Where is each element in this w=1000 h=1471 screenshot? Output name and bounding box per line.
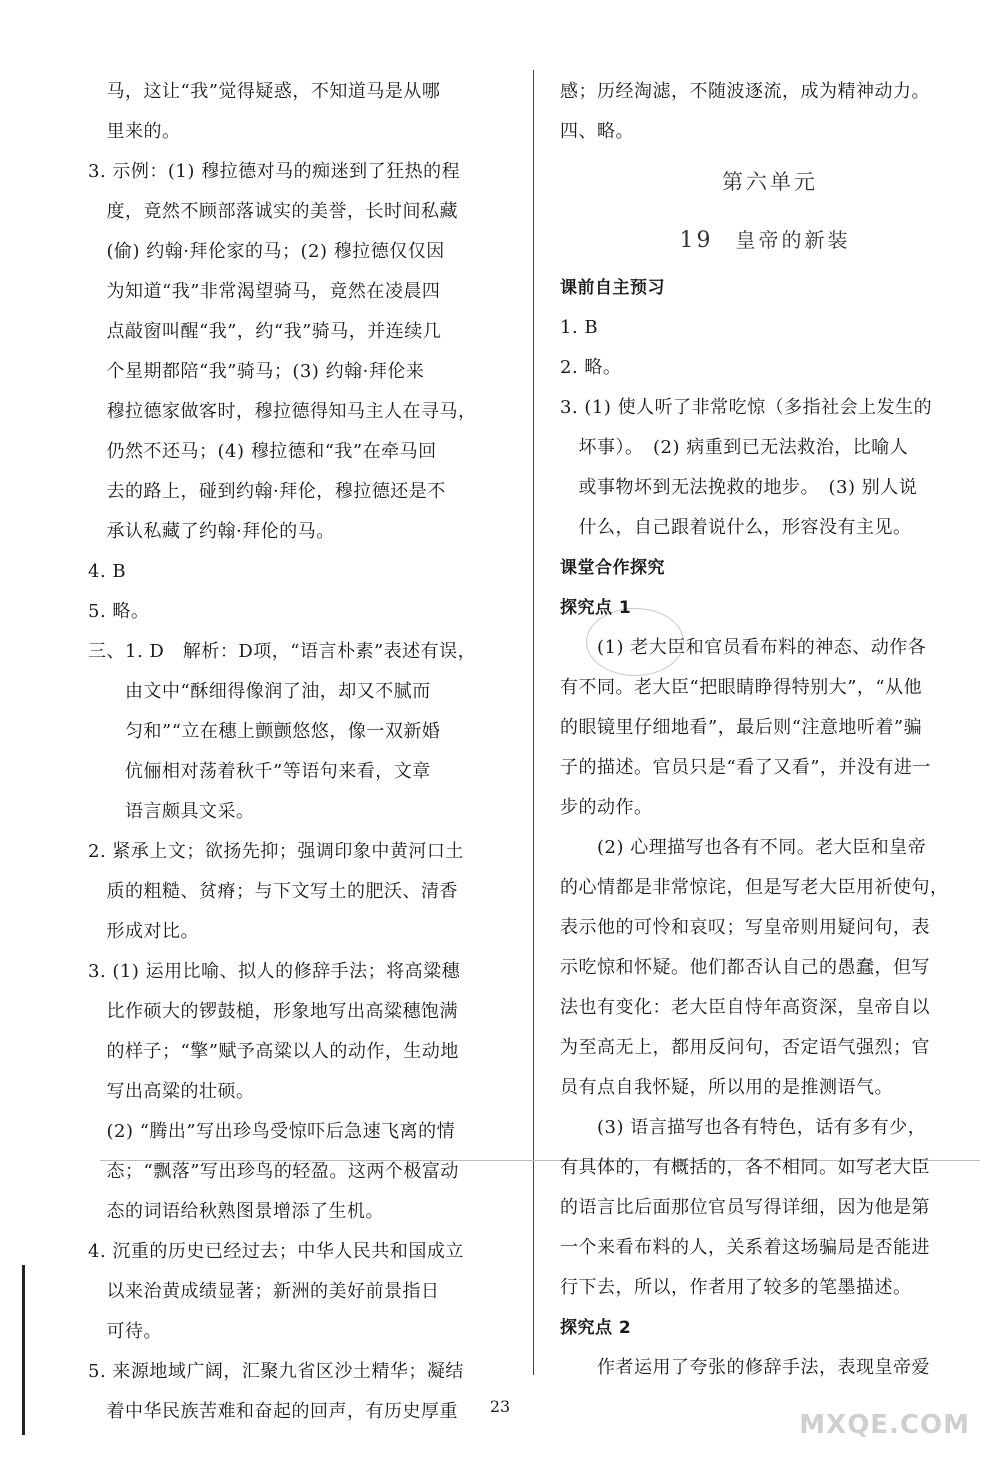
lesson-number: 19 [679,228,714,253]
text-line: 写出高粱的壮硕。 [88,1081,255,1102]
text-line: 态；“飘落”写出珍鸟的轻盈。这两个极富动 [88,1161,459,1182]
watermark-logo: MXQE.COM [799,1410,970,1440]
text-line: 2. 紧承上文；欲扬先抑；强调印象中黄河口土 [88,841,464,862]
text-line: 有不同。老大臣“把眼睛睁得特别大”，“从他 [560,677,923,698]
text-line: 仍然不还马；(4) 穆拉德和“我”在牵马回 [88,441,437,462]
text-line: 三、1. D 解析：D项，“语言朴素”表述有误， [88,641,477,662]
text-line: 度，竟然不顾部落诚实的美誉，长时间私藏 [88,201,458,222]
text-line: 示吃惊和怀疑。他们都否认自己的愚蠢，但写 [560,957,930,978]
text-line: 的样子；“擎”赋予高粱以人的动作，生动地 [88,1041,459,1062]
page-number: 23 [489,1397,511,1416]
text-line: 比作硕大的锣鼓槌，形象地写出高粱穗饱满 [88,1001,458,1022]
column-divider [533,70,534,1375]
text-line: 个星期都陪“我”骑马；(3) 约翰·拜伦来 [88,361,425,382]
text-line: 员有点自我怀疑，所以用的是推测语气。 [560,1077,893,1098]
text-line: 以来治黄成绩显著；新洲的美好前景指日 [88,1281,440,1302]
text-line: 穆拉德家做客时，穆拉德得知马主人在寻马， [88,401,477,422]
text-line: (1) 老大臣和官员看布料的神态、动作各 [560,637,927,658]
text-line: 态的词语给秋熟图景增添了生机。 [88,1201,384,1222]
text-line: 5. 来源地域广阔，汇聚九省区沙土精华；凝结 [88,1361,464,1382]
text-line: 由文中“酥细得像润了油，却又不腻而 [88,681,431,702]
text-line: 2. 略。 [560,357,622,378]
text-line: 为知道“我”非常渴望骑马，竟然在凌晨四 [88,281,441,302]
text-line: 着中华民族苦难和奋起的回声，有历史厚重 [88,1401,458,1422]
text-line: (2) 心理描写也各有不同。老大臣和皇帝 [560,837,927,858]
lesson-title-text: 皇帝的新装 [735,228,851,252]
text-line: 4. 沉重的历史已经过去；中华人民共和国成立 [88,1241,464,1262]
text-line: 去的路上，碰到约翰·拜伦，穆拉德还是不 [88,481,446,502]
text-line: 3. (1) 使人听了非常吃惊（多指社会上发生的 [560,397,933,418]
text-line: 3. 示例：(1) 穆拉德对马的痴迷到了狂热的程 [88,161,461,182]
text-line: 1. B [560,317,599,338]
section-heading: 课前自主预习 [560,278,665,298]
text-line: 伉俪相对荡着秋千”等语句来看，文章 [88,761,431,782]
text-line: 步的动作。 [560,797,653,818]
text-line: 匀和”“立在穗上颤颤悠悠，像一双新婚 [88,721,441,742]
text-line: 什么，自己跟着说什么，形容没有主见。 [560,517,912,538]
text-line: 4. B [88,561,127,582]
text-line: 里来的。 [88,121,181,142]
text-line: (偷) 约翰·拜伦家的马；(2) 穆拉德仅仅因 [88,241,445,262]
text-line: 的语言比后面那位官员写得详细，因为他是第 [560,1197,930,1218]
section-heading: 探究点 1 [560,598,632,618]
text-line: 坏事）。 (2) 病重到已无法救治，比喻人 [560,437,909,458]
text-line: 形成对比。 [88,921,199,942]
text-line: 法也有变化：老大臣自恃年高资深，皇帝自以 [560,997,930,1018]
text-line: 的眼镜里仔细地看”，最后则“注意地听着”骗 [560,717,923,738]
text-line: 的心情都是非常惊诧，但是写老大臣用祈使句， [560,877,949,898]
right-top-lines [560,72,970,152]
text-line: 表示他的可怜和哀叹；写皇帝则用疑问句，表 [560,917,930,938]
text-line: 质的粗糙、贫瘠；与下文写土的肥沃、清香 [88,881,458,902]
text-line: 一个来看布料的人，关系着这场骗局是否能进 [560,1237,930,1258]
text-line: 四、略。 [560,121,634,142]
text-line: 点敲窗叫醒“我”，约“我”骑马，并连续几 [88,321,442,342]
section-heading: 探究点 2 [560,1318,632,1338]
text-line: 子的描述。官员只是“看了又看”，并没有进一 [560,757,931,778]
right-body [560,268,970,1388]
right-column [560,72,970,1388]
text-line: 承认私藏了约翰·拜伦的马。 [88,521,335,542]
text-line: 5. 略。 [88,601,150,622]
text-line: 马，这让“我”觉得疑惑，不知道马是从哪 [88,81,441,102]
text-line: 语言颇具文采。 [88,801,255,822]
text-line: 3. (1) 运用比喻、拟人的修辞手法；将高粱穗 [88,961,461,982]
text-line: 感；历经淘滤，不随波逐流，成为精神动力。 [560,81,930,102]
text-line: 为至高无上，都用反问句，否定语气强烈；官 [560,1037,930,1058]
text-line: 行下去，所以，作者用了较多的笔墨描述。 [560,1277,912,1298]
text-line: 或事物坏到无法挽救的地步。 (3) 别人说 [560,477,918,498]
text-line: 作者运用了夸张的修辞手法，表现皇帝爱 [560,1357,930,1378]
text-line: (2) “腾出”写出珍鸟受惊吓后急速飞离的情 [88,1121,456,1142]
text-line: (3) 语言描写也各有特色，话有多有少， [560,1117,927,1138]
text-line: 可待。 [88,1321,162,1342]
lesson-title [560,212,970,268]
text-line: 有具体的，有概括的，各不相同。如写老大臣 [560,1157,930,1178]
section-heading: 课堂合作探究 [560,558,665,578]
unit-title: 第六单元 [722,170,818,194]
left-column [88,72,508,1432]
